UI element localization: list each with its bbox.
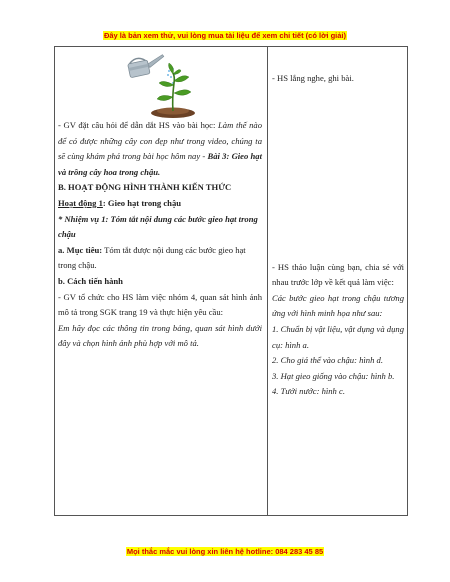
preview-banner: Đây là bản xem thử, vui lòng mua tài liệu để xem chi tiết (có lời giải) xyxy=(103,31,347,40)
teacher-column xyxy=(58,47,262,352)
discuss-text: - HS thảo luận cùng bạn, chia sẻ với nhau trước lớp về kết quả làm việc: xyxy=(272,261,404,288)
task-heading: * Nhiệm vụ 1: Tóm tắt nội dung các bước gieo hạt trong chậu xyxy=(58,213,258,240)
method-heading: b. Cách tiến hành xyxy=(58,275,123,286)
lesson-table xyxy=(54,46,408,516)
intro-paragraph: - GV đặt câu hỏi để dẫn dắt HS vào bài học: Làm thế nào để có được những cây con đẹp như trong video, chúng ta sẽ cùng khám phá trong bài học hôm nay - Bài 3: Gieo hạt và trồng cây hoa trong chậu. xyxy=(58,120,263,177)
step-item: 3. Hạt gieo giống vào chậu: hình b. xyxy=(272,370,395,381)
listen-text: - HS lắng nghe, ghi bài. xyxy=(272,73,354,83)
method-paragraph: - GV tổ chức cho HS làm việc nhóm 4, quan sát hình ảnh mô tả trong SGK trang 19 và thực hiện yêu cầu: xyxy=(58,291,262,318)
goal-paragraph: a. Mục tiêu: Tóm tắt được nội dung các bước gieo hạt trong chậu. xyxy=(58,244,246,271)
steps-intro: Các bước gieo hạt trong chậu tương ứng với hình minh họa như sau: xyxy=(272,292,404,319)
step-item: 2. Cho giá thể vào chậu: hình d. xyxy=(272,355,383,366)
method-request: Em hãy đọc các thông tin trong bảng, quan sát hình dưới đây và chọn hình ảnh phù hợp với mô tả. xyxy=(58,322,262,349)
section-heading: B. HOẠT ĐỘNG HÌNH THÀNH KIẾN THỨC xyxy=(58,182,232,193)
contact-banner: Mọi thắc mắc vui lòng xin liên hệ hotline: 084 283 45 85 xyxy=(126,547,324,556)
step-item: 1. Chuẩn bị vật liệu, vật dụng và dụng cụ: hình a. xyxy=(272,323,404,350)
step-item: 4. Tưới nước: hình c. xyxy=(272,386,345,397)
activity-heading: Hoạt động 1: Gieo hạt trong chậu xyxy=(58,197,182,208)
student-column xyxy=(272,47,404,400)
column-divider xyxy=(267,47,268,515)
